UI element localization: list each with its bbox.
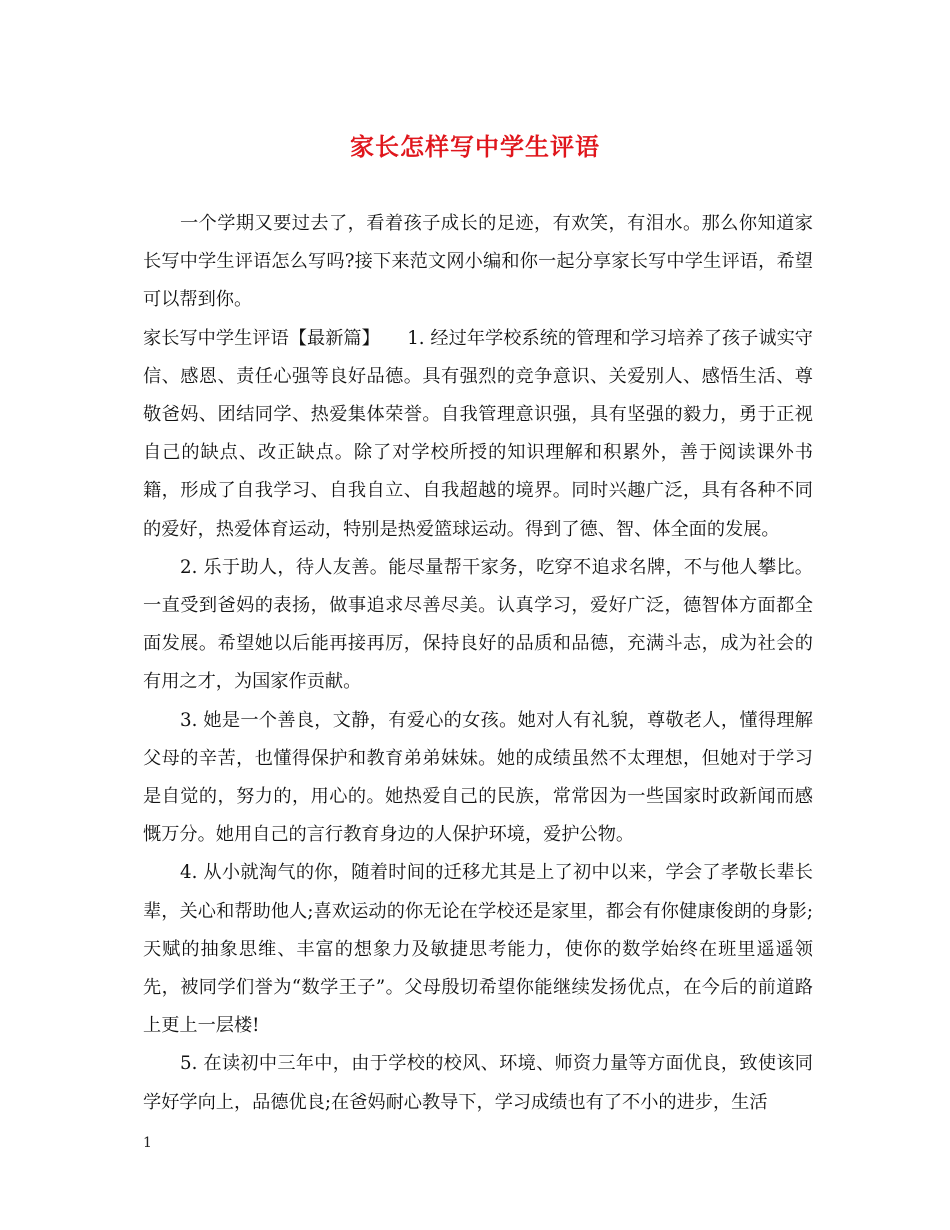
section-paragraph bbox=[143, 320, 813, 549]
item-4-paragraph: 4. 从小就淘气的你，随着时间的迁移尤其是上了初中以来，学会了孝敬长辈长辈，关心和帮助他人;喜欢运动的你无论在学校还是家里，都会有你健康俊朗的身影;天赋的抽象思维、丰富的想象力及敏捷思考能力，使你的数学始终在班里遥遥领先，被同学们誉为“数学王子”。父母殷切希望你能继续发扬优点，在今后的前道路上更上一层楼! bbox=[143, 862, 813, 1037]
item-2-paragraph: 2. 乐于助人，待人友善。能尽量帮干家务，吃穿不追求名牌，不与他人攀比。一直受到爸妈的表扬，做事追求尽善尽美。认真学习，爱好广泛，德智体方面都全面发展。希望她以后能再接再厉，保持良好的品质和品德，充满斗志，成为社会的有用之才，为国家作贡献。 bbox=[143, 556, 813, 693]
item-1-text: 1. 经过年学校系统的管理和学习培养了孩子诚实守信、感恩、责任心强等良好品德。具有强烈的竞争意识、关爱别人、感悟生活、尊敬爸妈、团结同学、热爱集体荣誉。自我管理意识强，具有坚强的毅力，勇于正视自己的缺点、改正缺点。除了对学校所授的知识理解和积累外，善于阅读课外书籍，形成了自我学习、自我自立、自我超越的境界。同时兴趣广泛，具有各种不同的爱好，热爱体育运动，特别是热爱篮球运动。得到了德、智、体全面的发展。 bbox=[143, 327, 813, 540]
item-5-paragraph: 5. 在读初中三年中，由于学校的校风、环境、师资力量等方面优良，致使该同学好学向上，品德优良;在爸妈耐心教导下，学习成绩也有了不小的进步，生活 bbox=[143, 1053, 813, 1113]
item-3-paragraph: 3. 她是一个善良，文静，有爱心的女孩。她对人有礼貌，尊敬老人，懂得理解父母的辛苦，也懂得保护和教育弟弟妹妹。她的成绩虽然不太理想，但她对于学习是自觉的，努力的，用心的。她热爱自己的民族，常常因为一些国家时政新闻而感慨万分。她用自己的言行教育身边的人保护环境，爱护公物。 bbox=[143, 709, 813, 846]
section-heading: 家长写中学生评语【最新篇】 bbox=[143, 327, 371, 349]
intro-paragraph: 一个学期又要过去了，看着孩子成长的足迹，有欢笑，有泪水。那么你知道家长写中学生评语怎么写吗?接下来范文网小编和你一起分享家长写中学生评语，希望可以帮到你。 bbox=[143, 213, 813, 311]
document-body bbox=[143, 205, 813, 1122]
document-title: 家长怎样写中学生评语 bbox=[350, 132, 600, 161]
page-number: 1 bbox=[143, 1135, 152, 1151]
